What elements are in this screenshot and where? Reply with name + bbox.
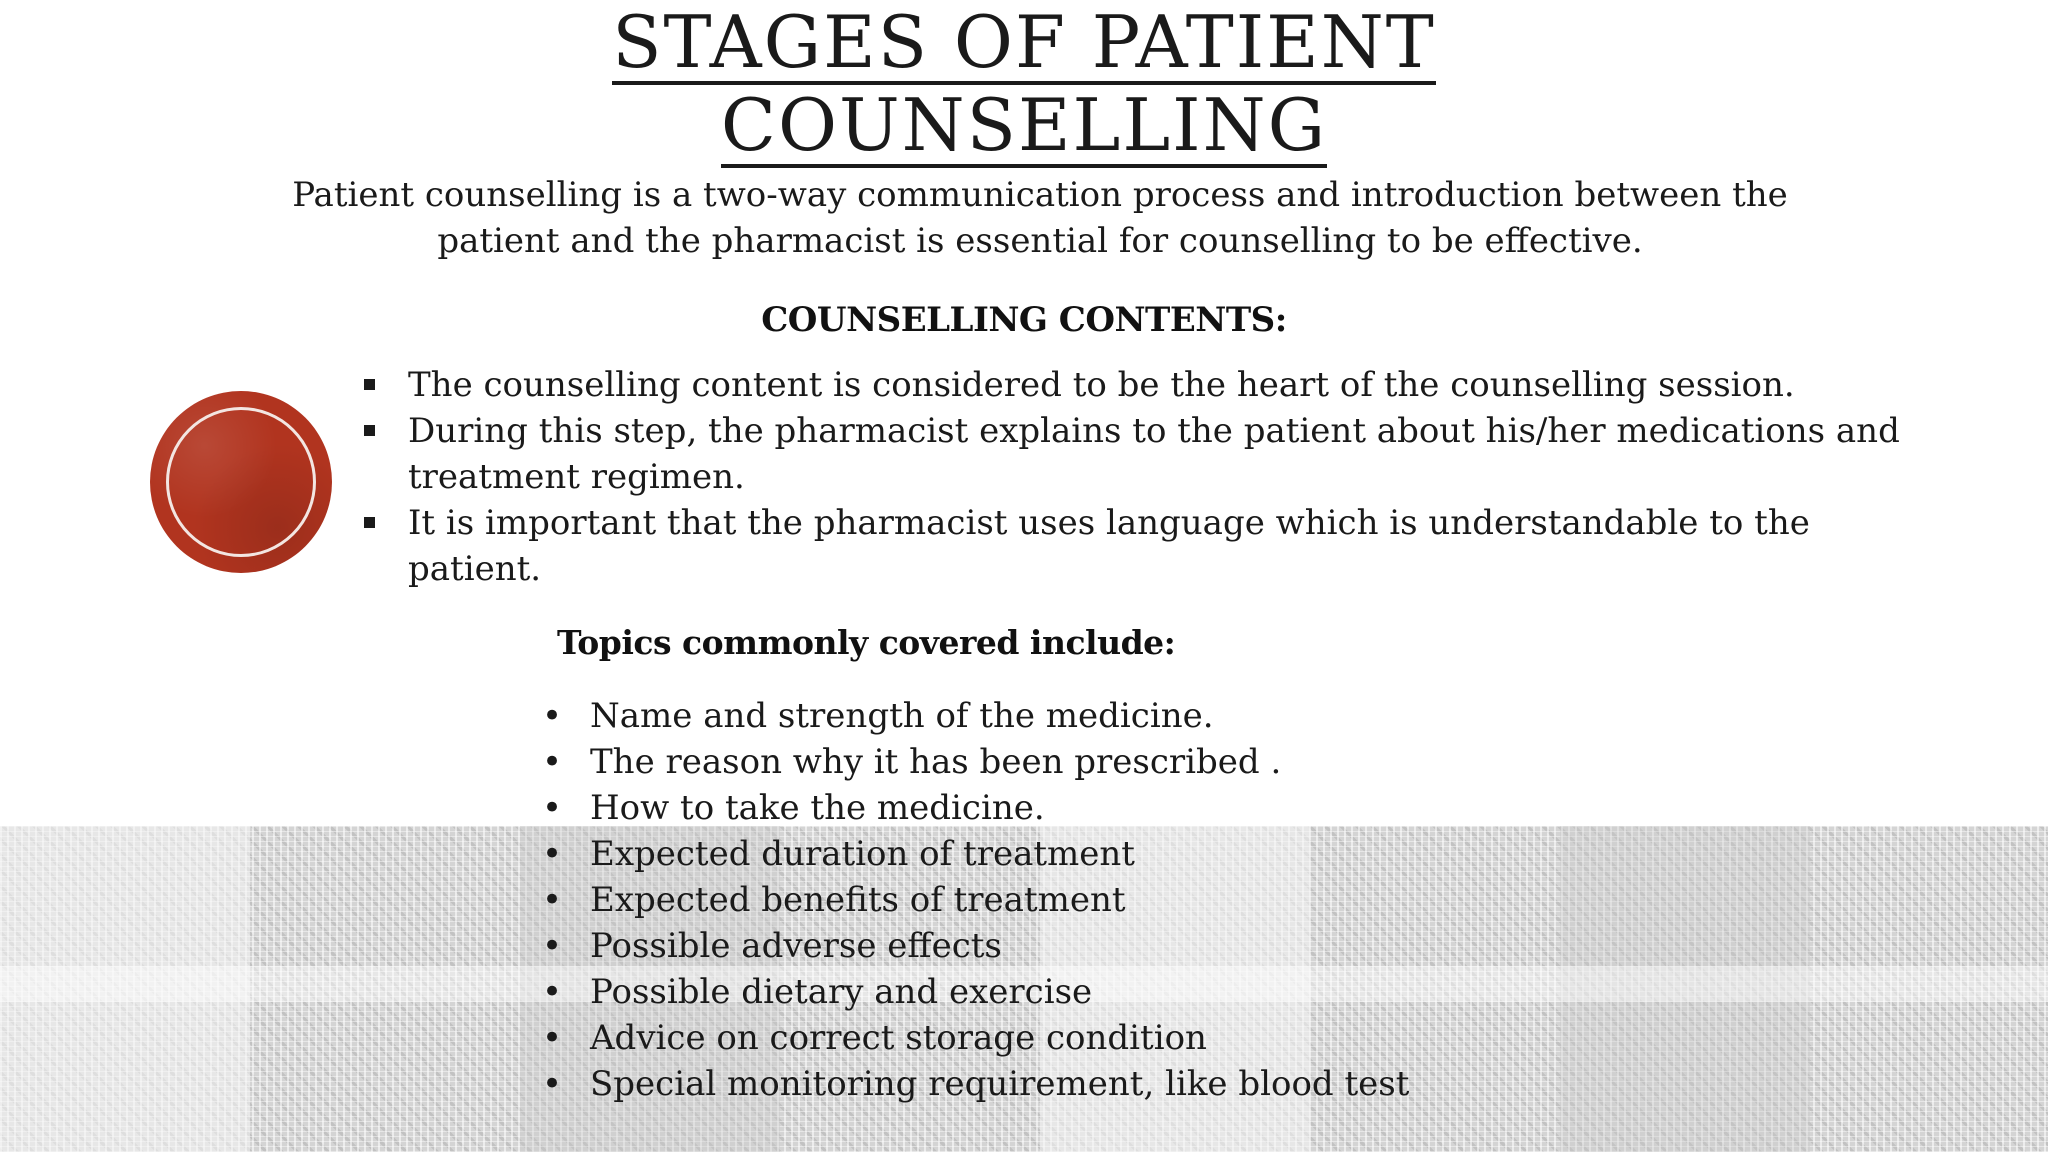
list-item-text: The reason why it has been prescribed . [590,742,1282,782]
topics-heading: Topics commonly covered include: [557,623,1176,662]
list-item [362,500,1902,592]
list-item [362,362,1902,408]
list-item-text: Possible dietary and exercise [590,972,1093,1012]
dot-bullet-icon: • [542,972,563,1012]
list-item [538,969,1538,1015]
title-line-2: COUNSELLING [720,83,1328,167]
list-item [538,877,1538,923]
list-item [538,693,1538,739]
topics-list [538,693,1538,1107]
slide-title [0,2,2048,168]
list-item-text: Name and strength of the medicine. [590,696,1214,736]
dot-bullet-icon: • [542,926,563,966]
list-item-text: It is important that the pharmacist uses language which is understandable to the patient. [408,503,1810,589]
list-item [538,923,1538,969]
list-item-text: Expected benefits of treatment [590,880,1126,920]
dot-bullet-icon: • [542,1064,563,1104]
dot-bullet-icon: • [542,880,563,920]
dot-bullet-icon: • [542,1018,563,1058]
square-bullet-icon [364,379,375,390]
list-item-text: Possible adverse effects [590,926,1002,966]
dot-bullet-icon: • [542,788,563,828]
section-heading: COUNSELLING CONTENTS: [761,300,1287,340]
intro-paragraph: Patient counselling is a two-way communication process and introduction between the patient and the pharmacist is essential for counselling to be effective. [292,175,1788,261]
dot-bullet-icon: • [542,696,563,736]
badge-ring [166,407,316,557]
list-item-text: The counselling content is considered to be the heart of the counselling session. [408,365,1795,405]
square-bullet-icon [364,425,375,436]
list-item-text: During this step, the pharmacist explains to the patient about his/her medications and treatment regimen. [408,411,1900,497]
list-item-text: How to take the medicine. [590,788,1045,828]
list-item [538,1015,1538,1061]
list-item [538,739,1538,785]
decorative-circle-badge [150,391,332,573]
dot-bullet-icon: • [542,742,563,782]
dot-bullet-icon: • [542,834,563,874]
counselling-contents-list [362,362,1902,592]
square-bullet-icon [364,517,375,528]
list-item [538,831,1538,877]
list-item-text: Expected duration of treatment [590,834,1135,874]
list-item [362,408,1902,500]
list-item-text: Advice on correct storage condition [590,1018,1207,1058]
list-item [538,785,1538,831]
list-item [538,1061,1538,1107]
list-item-text: Special monitoring requirement, like blood test [590,1064,1410,1104]
title-line-1: STAGES OF PATIENT [612,0,1436,84]
